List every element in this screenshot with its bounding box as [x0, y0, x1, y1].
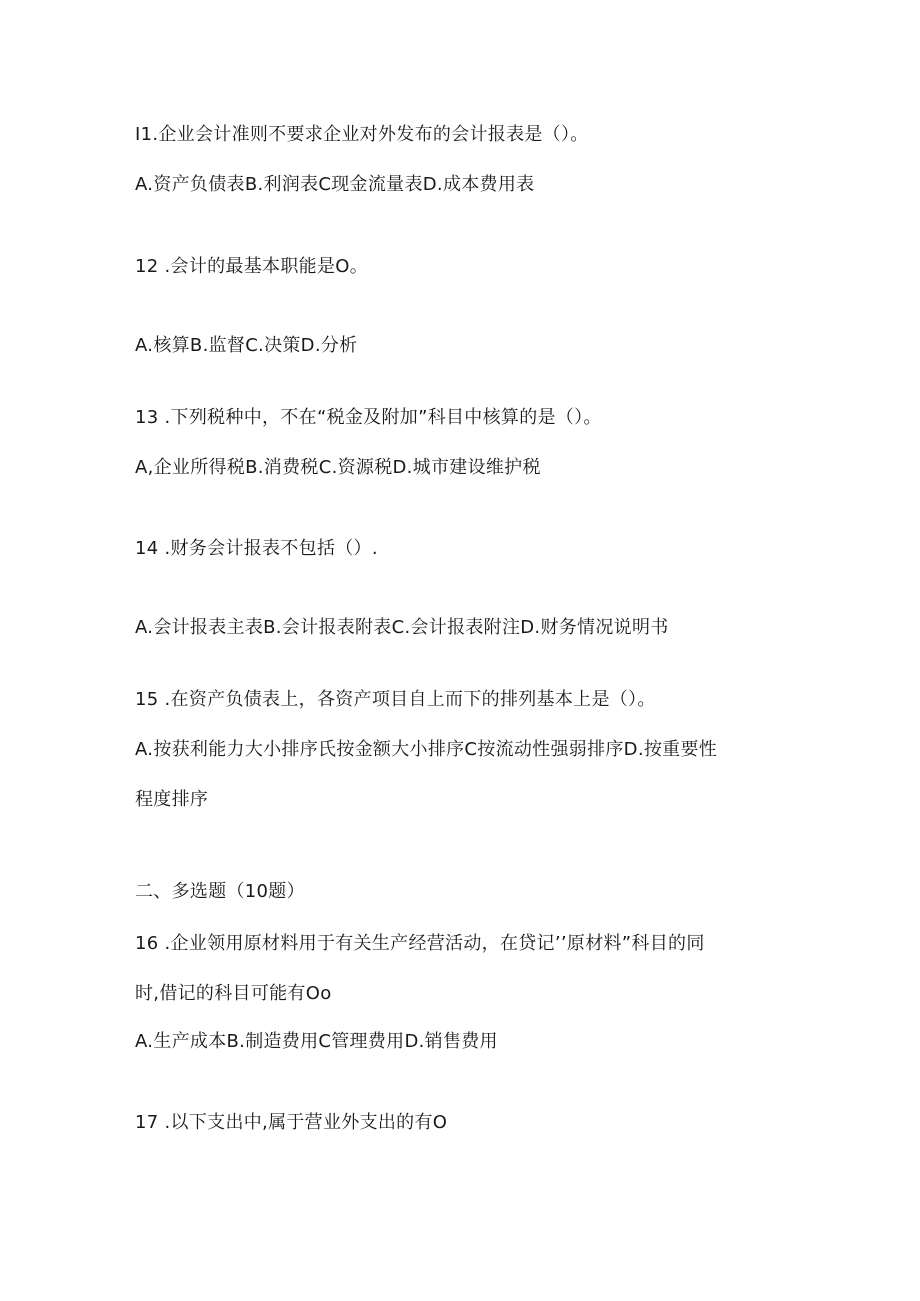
question-16-options: A.生产成本B.制造费用C管理费用D.销售费用 [135, 1031, 498, 1052]
question-12-options: A.核算B.监督C.决策D.分析 [135, 335, 358, 356]
question-11-options: A.资产负债表B.利润表C现金流量表D.成本费用表 [135, 174, 535, 195]
question-13-text: 13 .下列税种中，不在“税金及附加”科目中核算的是（）。 [135, 407, 602, 428]
question-15-options: A.按获利能力大小排序氏按金额大小排序C按流动性强弱排序D.按重要性 [135, 739, 718, 760]
section-heading: 二、多选题（10题） [135, 881, 305, 902]
question-14-options: A.会计报表主表B.会计报表附表C.会计报表附注D.财务情况说明书 [135, 617, 669, 638]
question-16-text-continued: 时,借记的科目可能有Oo [135, 983, 332, 1004]
question-13-options: A,企业所得税B.消费税C.资源税D.城市建设维护税 [135, 457, 541, 478]
question-15-text: 15 .在资产负债表上，各资产项目自上而下的排列基本上是（）。 [135, 689, 656, 710]
question-15-options-continued: 程度排序 [135, 789, 209, 810]
question-17-text: 17 .以下支出中,属于营业外支出的有O [135, 1112, 448, 1133]
question-16-text: 16 .企业领用原材料用于有关生产经营活动，在贷记’’原材料”科目的同 [135, 933, 705, 954]
question-12-text: 12 .会计的最基本职能是O。 [135, 256, 369, 277]
question-11-text: I1.企业会计准则不要求企业对外发布的会计报表是（）。 [135, 124, 589, 145]
question-14-text: 14 .财务会计报表不包括（）. [135, 538, 378, 559]
